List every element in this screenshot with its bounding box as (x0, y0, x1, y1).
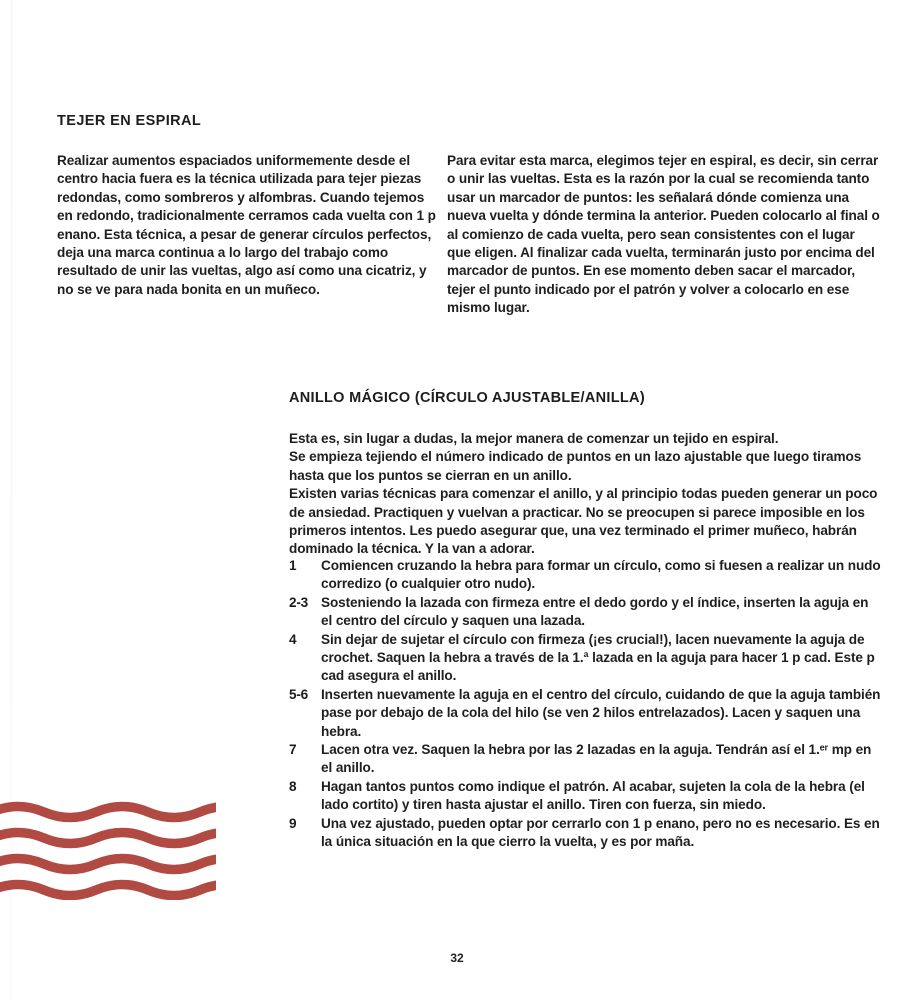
step-text: Sosteniendo la lazada con firmeza entre el dedo gordo y el índice, inserten la aguja en el centro del círculo y saquen una lazada. (321, 594, 869, 629)
step-number: 4 (289, 631, 297, 647)
magic-ring-intro (289, 430, 881, 559)
list-item (289, 631, 881, 686)
section-heading-tejer-en-espiral: TEJER EN ESPIRAL (57, 113, 202, 129)
step-number: 9 (289, 815, 297, 831)
wave-line-icon (0, 885, 216, 896)
step-number: 8 (289, 778, 297, 794)
spiral-paragraph-left: Realizar aumentos espaciados uniformemente desde el centro hacia fuera es la técnica utilizada para tejer piezas redondas, como sombreros y alfombras. Cuando tejemos en redondo, tradicionalmente cerramos cada vuelta con 1 p enano. Esta técnica, a pesar de generar círculos perfectos, deja una marca continua a lo largo del trabajo como resultado de unir las vueltas, algo así como una cicatriz, y no se ve para nada bonita en un muñeco. (57, 153, 436, 297)
list-item (289, 815, 881, 852)
step-number: 5-6 (289, 686, 309, 702)
step-text: Comiencen cruzando la hebra para formar un círculo, como si fuesen a realizar un nudo corredizo (o cualquier otro nudo). (321, 558, 881, 592)
intro-paragraph: Existen varias técnicas para comenzar el anillo, y al principio todas pueden generar un poco de ansiedad. Practiquen y vuelvan a practicar. No se preocupen si parece imposible en los primeros intentos. Les puedo asegurar que, una vez terminado el primer muñeco, habrán dominado la técnica. Y la van a adorar. (289, 486, 878, 557)
list-item (289, 557, 881, 594)
step-text: Hagan tantos puntos como indique el patrón. Al acabar, sujeten la cola de la hebra (el lado cortito) y tiren hasta ajustar el anillo. Tiren con fuerza, sin miedo. (321, 778, 865, 813)
step-number: 7 (289, 742, 297, 758)
spiral-paragraph-right: Para evitar esta marca, elegimos tejer en espiral, es decir, sin cerrar o unir las vueltas. Esta es la razón por la cual se recomienda tanto usar un marcador de puntos: les señalará dónde comienza una nueva vuelta y dónde termina la anterior. Pueden colocarlo al final o al comienzo de cada vuelta, pero sean consistentes con el lugar que eligen. Al finalizar cada vuelta, terminarán justo por encima del marcador de puntos. En ese momento deben sacar el marcador, tejer el punto indicado por el patrón y volver a colocarlo en ese mismo lugar. (447, 153, 880, 316)
magic-ring-steps-list (289, 557, 881, 852)
step-text: Sin dejar de sujetar el círculo con firmeza (¡es crucial!), lacen nuevamente la aguja de crochet. Saquen la hebra a través de la 1.ª lazada en la aguja para hacer 1 p cad. Este p cad asegura el anillo. (321, 631, 875, 684)
step-number: 2-3 (289, 594, 309, 610)
list-item (289, 778, 881, 815)
list-item (289, 741, 881, 778)
wavy-lines-decoration (0, 800, 216, 900)
section-heading-anillo-magico: ANILLO MÁGICO (CÍRCULO AJUSTABLE/ANILLA) (289, 390, 645, 406)
intro-paragraph: Esta es, sin lugar a dudas, la mejor manera de comenzar un tejido en espiral. (289, 431, 779, 446)
wave-line-icon (0, 833, 216, 844)
two-column-text (57, 152, 880, 318)
step-number: 1 (289, 558, 297, 573)
intro-paragraph: Se empieza tejiendo el número indicado de puntos en un lazo ajustable que luego tiramos hasta que los puntos se cierran en un anillo. (289, 449, 862, 483)
step-text: Lacen otra vez. Saquen la hebra por las 2 lazadas en la aguja. Tendrán así el 1.ᵉʳ mp en el anillo. (321, 742, 872, 776)
step-text: Inserten nuevamente la aguja en el centro del círculo, cuidando de que la aguja también pase por debajo de la cola del hilo (se ven 2 hilos entrelazados). Lacen y saquen una hebra. (321, 686, 881, 739)
list-item (289, 594, 881, 631)
step-text: Una vez ajustado, pueden optar por cerrarlo con 1 p enano, pero no es necesario. Es en la única situación en la que cierro la vuelta, y es por maña. (321, 815, 880, 850)
wave-line-icon (0, 859, 216, 870)
list-item (289, 686, 881, 741)
page-number: 32 (450, 951, 464, 965)
wave-line-icon (0, 807, 216, 818)
